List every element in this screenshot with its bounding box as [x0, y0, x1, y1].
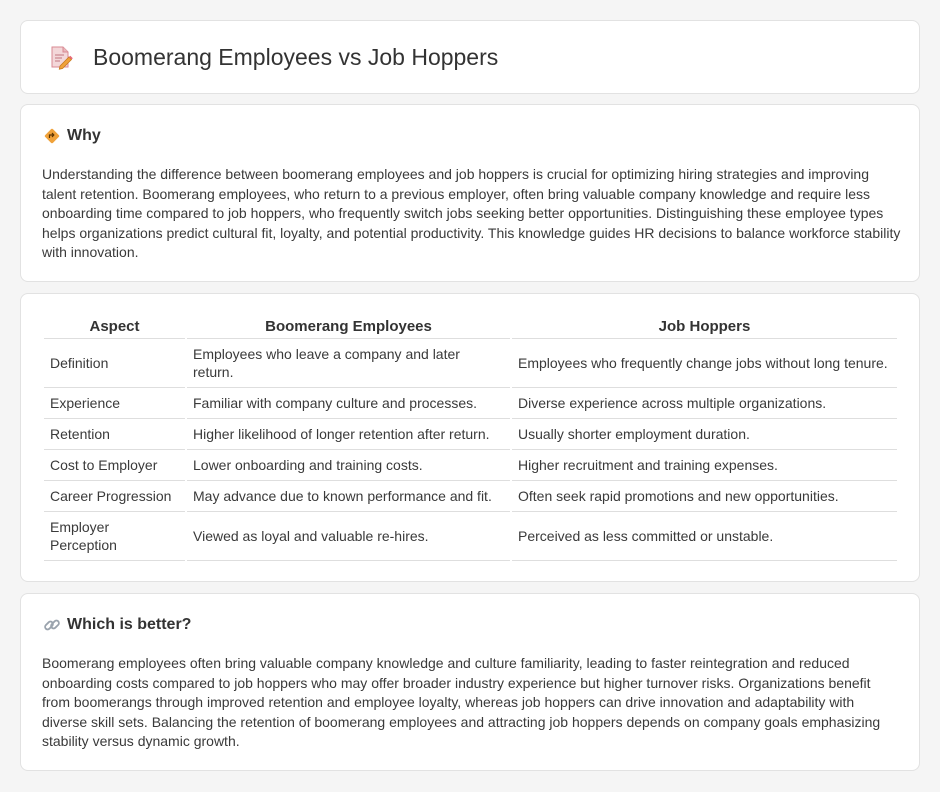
table-cell: Employees who leave a company and later return. [187, 339, 510, 388]
table-row [44, 450, 897, 481]
comparison-table [42, 316, 899, 561]
which-better-section [20, 593, 920, 771]
column-header-boomerang: Boomerang Employees [187, 316, 510, 339]
table-cell: Employer Perception [44, 512, 185, 561]
table-cell: Experience [44, 388, 185, 419]
why-heading [43, 127, 101, 145]
table-cell: Familiar with company culture and processes. [187, 388, 510, 419]
table-row [44, 339, 897, 388]
table-cell: Perceived as less committed or unstable. [512, 512, 897, 561]
why-title: Why [67, 127, 101, 144]
table-row [44, 419, 897, 450]
table-cell: Lower onboarding and training costs. [187, 450, 510, 481]
table-cell: Employees who frequently change jobs without long tenure. [512, 339, 897, 388]
document-pencil-icon [47, 44, 73, 70]
table-cell: Viewed as loyal and valuable re-hires. [187, 512, 510, 561]
header-row [21, 21, 919, 93]
table-row [44, 388, 897, 419]
table-cell: Retention [44, 419, 185, 450]
why-body: Understanding the difference between boomerang employees and job hoppers is crucial for optimizing hiring strategies and improving talent retention. Boomerang employees, who return to a previous employer, often bring valuable company knowledge and require less onboarding time compared to job hoppers, who frequently switch jobs seeking better opportunities. Distinguishing these employee types helps organizations predict cultural fit, loyalty, and potential productivity. This knowledge guides HR decisions to balance workforce stability with innovation. [42, 166, 901, 261]
table-cell: Definition [44, 339, 185, 388]
page-title: Boomerang Employees vs Job Hoppers [93, 43, 499, 70]
table-row [44, 481, 897, 512]
header-card [20, 20, 920, 94]
table-cell: Cost to Employer [44, 450, 185, 481]
table-cell: Higher recruitment and training expenses. [512, 450, 897, 481]
better-body: Boomerang employees often bring valuable company knowledge and culture familiarity, leading to faster reintegration and reduced onboarding costs compared to job hoppers who may offer broader industry experience but higher turnover risks. Organizations benefit from boomerangs through improved retention and employee loyalty, whereas job hoppers can drive innovation and adaptability with diverse skill sets. Balancing the retention of boomerang employees and attracting job hoppers depends on company goals emphasizing stability versus dynamic growth. [42, 655, 881, 750]
table-cell: Higher likelihood of longer retention after return. [187, 419, 510, 450]
table-cell: May advance due to known performance and fit. [187, 481, 510, 512]
column-header-job-hoppers: Job Hoppers [512, 316, 897, 339]
table-header-row [44, 316, 897, 339]
better-heading [43, 616, 191, 634]
diamond-direction-icon [43, 127, 61, 145]
better-title: Which is better? [67, 616, 192, 633]
link-icon [43, 616, 61, 634]
table-row [44, 512, 897, 561]
table-cell: Often seek rapid promotions and new opportunities. [512, 481, 897, 512]
table-cell: Diverse experience across multiple organizations. [512, 388, 897, 419]
column-header-aspect: Aspect [44, 316, 185, 339]
comparison-section [20, 293, 920, 582]
table-cell: Career Progression [44, 481, 185, 512]
why-section [20, 104, 920, 282]
table-cell: Usually shorter employment duration. [512, 419, 897, 450]
